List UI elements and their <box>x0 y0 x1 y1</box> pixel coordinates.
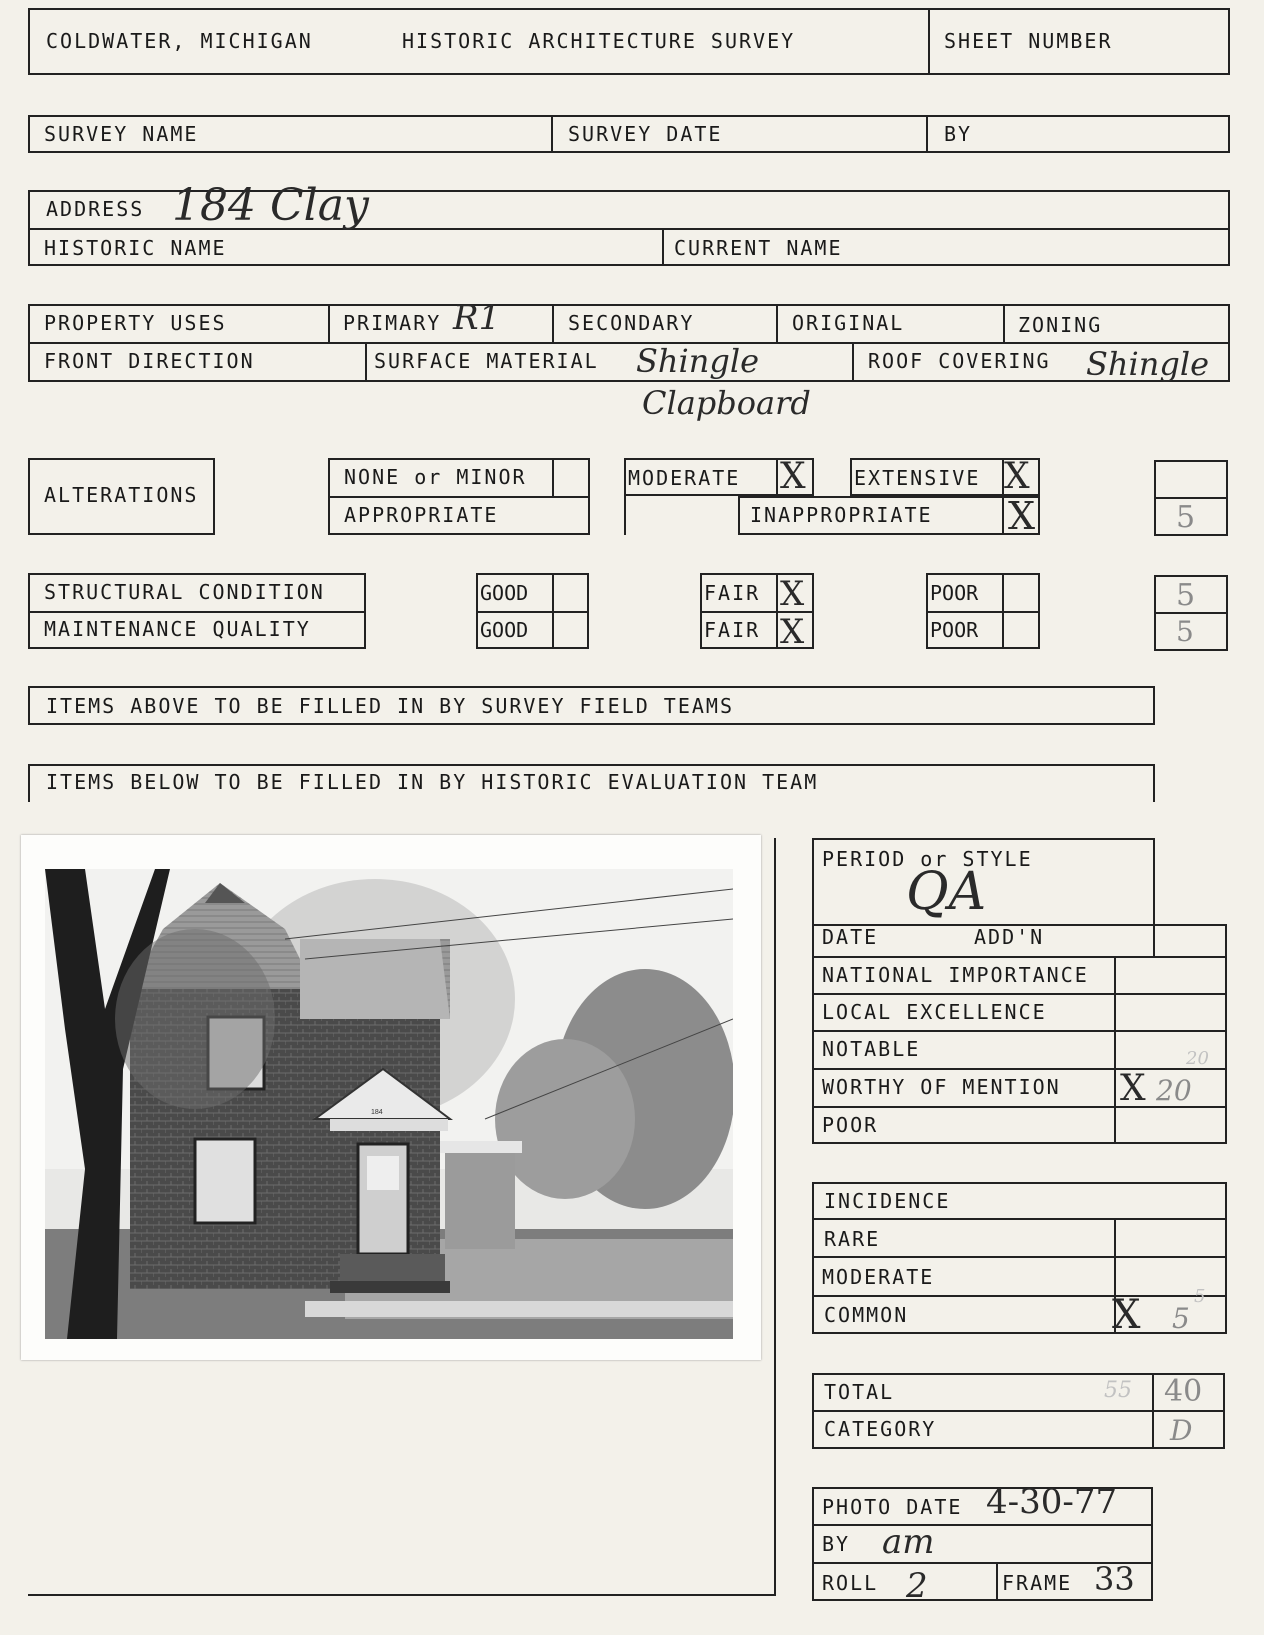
address-value: 184 Clay <box>172 180 369 231</box>
survey-by-label: BY <box>944 122 973 146</box>
property-divider-h <box>28 342 1230 344</box>
date-box-right <box>1153 924 1155 956</box>
roof-covering-label: ROOF COVERING <box>868 349 1051 373</box>
house-photo <box>21 835 761 1360</box>
property-divider-1 <box>328 304 330 342</box>
category-value: D <box>1170 1414 1193 1447</box>
worthy-mark: X <box>1120 1068 1146 1109</box>
property-divider-3 <box>776 304 778 342</box>
survey-name-label: SURVEY NAME <box>44 122 199 146</box>
zoning-label: ZONING <box>1018 313 1103 337</box>
maintenance-quality-label: MAINTENANCE QUALITY <box>44 617 311 641</box>
notable-label: NOTABLE <box>822 1037 921 1061</box>
condition-label-divider <box>28 611 366 613</box>
alterations-label: ALTERATIONS <box>44 483 199 507</box>
property-divider-4 <box>1003 304 1005 342</box>
date-label: DATE <box>822 925 879 949</box>
inappropriate-check-divider <box>1002 496 1004 535</box>
good-check-divider <box>552 573 554 649</box>
period-value: QA <box>906 862 987 922</box>
incidence-moderate-label: MODERATE <box>822 1265 935 1289</box>
rare-label: RARE <box>824 1227 881 1251</box>
moderate-label: MODERATE <box>628 466 741 490</box>
roof-covering-value: Shingle <box>1086 345 1210 383</box>
fair-check-divider <box>776 573 778 649</box>
extensive-mark: X <box>1004 456 1030 497</box>
poor-check-divider <box>1002 573 1004 649</box>
historic-name-label: HISTORIC NAME <box>44 236 227 260</box>
secondary-label: SECONDARY <box>568 311 695 335</box>
photo-by-label: BY <box>822 1532 851 1556</box>
note-below: ITEMS BELOW TO BE FILLED IN BY HISTORIC EVALUATION TEAM <box>46 770 819 794</box>
moderate-left-ext <box>624 496 626 535</box>
roll-label: ROLL <box>822 1571 879 1595</box>
inc-div-1 <box>812 1218 1227 1220</box>
category-label: CATEGORY <box>824 1417 937 1441</box>
inappropriate-mark: X <box>1008 494 1036 538</box>
frame-value: 33 <box>1094 1560 1135 1598</box>
poor-label-1: POOR <box>930 581 979 605</box>
common-mark: X <box>1112 1292 1141 1338</box>
original-label: ORIGINAL <box>792 311 905 335</box>
none-minor-label: NONE or MINOR <box>344 465 527 489</box>
surface-material-value-2: Clapboard <box>642 384 811 422</box>
national-importance-label: NATIONAL IMPORTANCE <box>822 963 1089 987</box>
poor-label-2: POOR <box>930 618 979 642</box>
maintenance-score: 5 <box>1176 615 1194 648</box>
incidence-label: INCIDENCE <box>824 1189 951 1213</box>
eval-div-4 <box>812 1068 1227 1070</box>
front-direction-label: FRONT DIRECTION <box>44 349 255 373</box>
alterations-appr-check-divider <box>588 496 590 535</box>
structural-score: 5 <box>1176 578 1196 613</box>
property-divider-5 <box>365 342 367 382</box>
address-divider-v <box>662 228 664 266</box>
maintenance-fair-mark: X <box>780 612 805 652</box>
fair-label-2: FAIR <box>704 618 761 642</box>
totals-check-divider <box>1152 1373 1154 1449</box>
primary-value: R1 <box>453 298 501 338</box>
photo-info-div-1 <box>812 1524 1153 1526</box>
photo-info-v <box>996 1562 998 1601</box>
header-title: HISTORIC ARCHITECTURE SURVEY <box>402 29 796 53</box>
appropriate-label: APPROPRIATE <box>344 503 499 527</box>
photo-by-value: am <box>882 1522 935 1562</box>
total-label: TOTAL <box>824 1380 895 1404</box>
surface-material-value-1: Shingle <box>636 342 760 380</box>
inc-div-2 <box>812 1256 1227 1258</box>
photo-date-label: PHOTO DATE <box>822 1495 963 1519</box>
inappropriate-label: INAPPROPRIATE <box>750 503 933 527</box>
fair-label-1: FAIR <box>704 581 761 605</box>
structural-condition-label: STRUCTURAL CONDITION <box>44 580 325 604</box>
inc-div-3 <box>812 1295 1227 1297</box>
survey-date-label: SURVEY DATE <box>568 122 723 146</box>
moderate-check-divider <box>776 458 778 496</box>
worthy-of-mention-label: WORTHY OF MENTION <box>822 1075 1061 1099</box>
roll-value: 2 <box>906 1566 928 1606</box>
surface-material-label: SURFACE MATERIAL <box>374 349 599 373</box>
evaluation-poor-label: POOR <box>822 1113 879 1137</box>
eval-div-1 <box>812 956 1227 958</box>
total-value: 40 <box>1164 1374 1203 1409</box>
note-below-right <box>1153 764 1155 802</box>
header-divider <box>928 8 930 75</box>
address-label: ADDRESS <box>46 197 145 221</box>
survey-divider-1 <box>551 115 553 153</box>
poor-divider <box>926 611 1040 613</box>
sheet-number-label: SHEET NUMBER <box>944 29 1113 53</box>
eval-div-2 <box>812 993 1227 995</box>
worthy-pencil: 20 <box>1186 1048 1209 1069</box>
total-pencil: 55 <box>1104 1378 1132 1403</box>
good-divider <box>476 611 589 613</box>
header-city: COLDWATER, MICHIGAN <box>46 29 313 53</box>
property-divider-2 <box>552 304 554 342</box>
current-name-label: CURRENT NAME <box>674 236 843 260</box>
alterations-none-check-divider <box>552 458 554 496</box>
note-above: ITEMS ABOVE TO BE FILLED IN BY SURVEY FIELD TEAMS <box>46 694 735 718</box>
good-label-1: GOOD <box>480 581 529 605</box>
good-label-2: GOOD <box>480 618 529 642</box>
property-divider-6 <box>852 342 854 382</box>
structural-fair-mark: X <box>780 574 805 614</box>
survey-divider-2 <box>926 115 928 153</box>
totals-divider <box>812 1410 1225 1412</box>
photo-date-value: 4-30-77 <box>986 1482 1118 1522</box>
common-score: 5 <box>1172 1302 1190 1335</box>
worthy-score: 20 <box>1156 1074 1192 1107</box>
alterations-score: 5 <box>1176 500 1196 535</box>
house-number: 184 <box>371 1109 383 1116</box>
addn-label: ADD'N <box>974 925 1045 949</box>
alterations-none-divider <box>328 496 590 498</box>
alterations-score-divider <box>1154 497 1228 499</box>
period-label: PERIOD or STYLE <box>822 847 1033 871</box>
property-uses-label: PROPERTY USES <box>44 311 227 335</box>
local-excellence-label: LOCAL EXCELLENCE <box>822 1000 1047 1024</box>
frame-label: FRAME <box>1002 1571 1073 1595</box>
moderate-mark: X <box>780 456 806 497</box>
extensive-label: EXTENSIVE <box>854 466 981 490</box>
house-photo-image <box>45 869 733 1339</box>
primary-label: PRIMARY <box>343 311 442 335</box>
common-pencil: 5 <box>1194 1286 1206 1307</box>
common-label: COMMON <box>824 1303 909 1327</box>
eval-div-3 <box>812 1030 1227 1032</box>
eval-check-divider <box>1114 956 1116 1144</box>
